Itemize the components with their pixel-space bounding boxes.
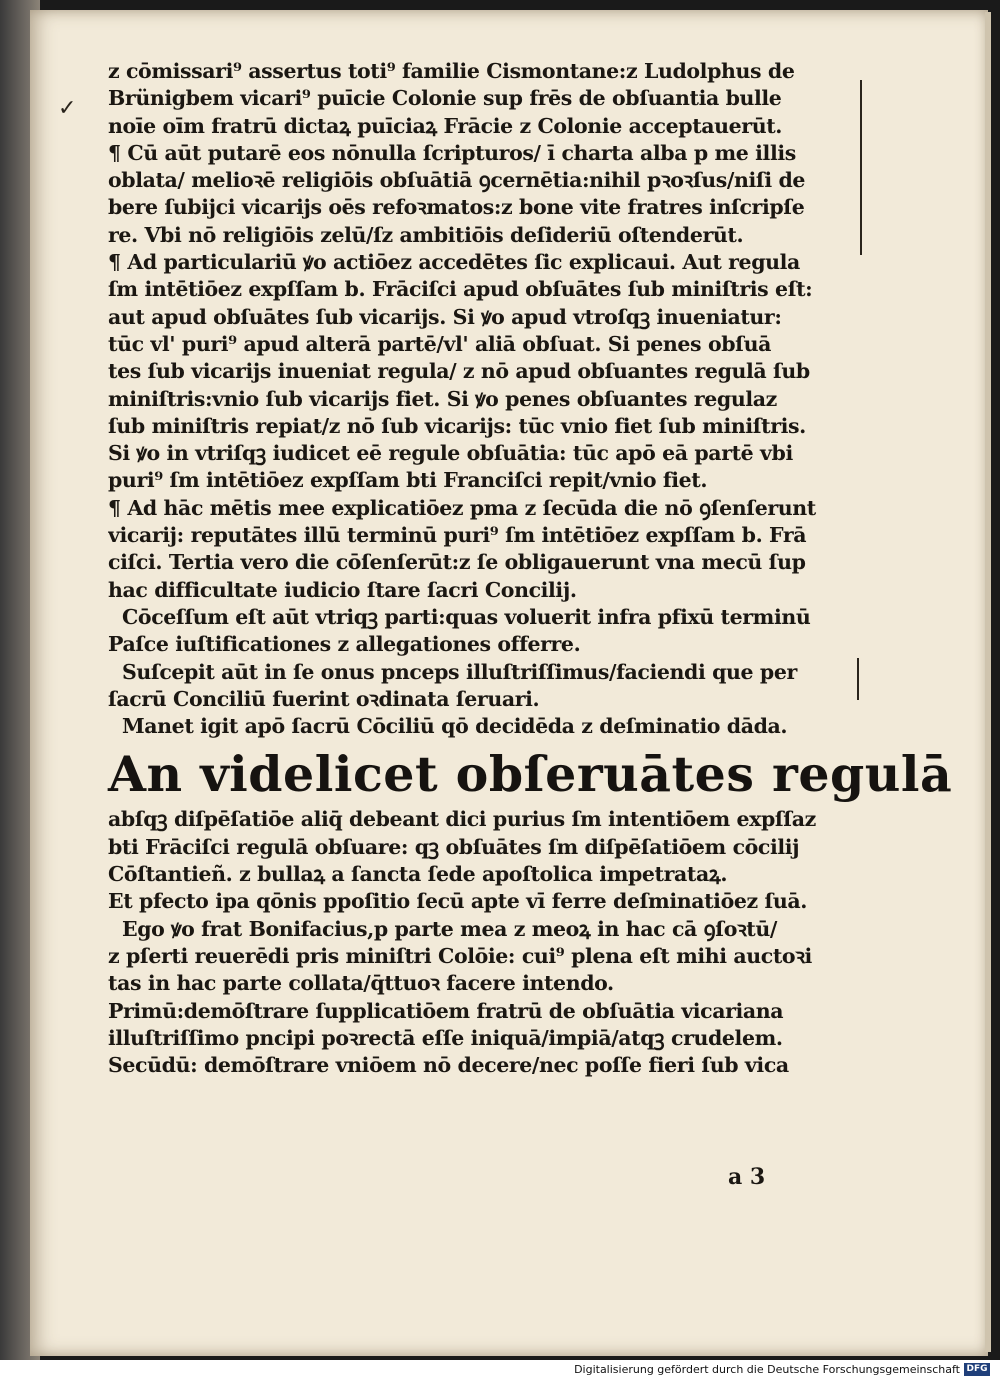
text-line: Cōceſſum eſt aūt vtriqꝫ parti:quas voluerit infra pfixū terminū	[122, 604, 811, 629]
text-line: Ego ꝟo frat Bonifacius,p parte mea z meoꝝ in hac cā ꝯſoꝛtū/	[122, 916, 777, 941]
text-line: tas in hac parte collata/q̄ttuoꝛ facere intendo.	[108, 971, 614, 996]
text-line: re. Vbi nō religiōis zelū/ſz ambitiōis deſideriū oſtenderūt.	[108, 222, 744, 247]
text-line: ciſci. Tertia vero die cōſenſerūt:z ſe obligauerunt vna mecū ſup	[108, 550, 806, 575]
margin-bar-upper	[860, 80, 862, 255]
text-line: noīe oīm fratrū dictaꝝ puīciaꝝ Frācie z Colonie acceptauerūt.	[108, 113, 783, 138]
margin-bar-lower	[857, 658, 859, 700]
paragraph-top	[108, 58, 846, 740]
text-line: tūc vl' puri⁹ apud alterā partē/vl' aliā obſuat. Si penes obſuā	[108, 331, 771, 356]
text-line: ſm intētiōez expſſam b. Frāciſci apud obſuātes ſub miniſtris eſt:	[108, 277, 813, 302]
text-line: ¶ Ad hāc mētis mee explicatiōez pma z ſecūda die nō ꝯſenſerunt	[108, 495, 816, 520]
text-block	[108, 58, 953, 1079]
text-line: tes ſub vicarijs inueniat regula/ z nō apud obſuantes regulā ſub	[108, 359, 810, 384]
text-line: Manet igit apō ſacrū Cōciliū qō decidēda z deſminatio dāda.	[122, 714, 788, 739]
text-line: hac difficultate iudicio ſtare ſacri Concilij.	[108, 577, 577, 602]
signature-mark: a 3	[728, 1164, 766, 1190]
text-line: ¶ Ad particulariū ꝟo actiōez accedētes ſic explicaui. Aut regula	[108, 250, 800, 275]
text-line: abſqꝫ diſpēſatiōe aliq̄ debeant dici purius ſm intentiōem expſſaz	[108, 807, 816, 832]
text-line: Suſcepit aūt in ſe onus pnceps illuſtriſſimus/faciendi que per	[122, 659, 797, 684]
paragraph-bottom	[108, 806, 846, 1079]
footer-credit: Digitalisierung gefördert durch die Deutsche Forschungsgemeinschaft	[574, 1363, 960, 1376]
text-line: ¶ Cū aūt putarē eos nōnulla ſcripturos/ ī charta alba p me illis	[108, 140, 796, 165]
text-line: Et pfecto ipa qōnis ppoſitio ſecū apte vī ferre deſminatiōez ſuā.	[108, 889, 808, 914]
text-line: bere ſubijci vicarijs oēs refoꝛmatos:z bone vite fratres inſcripſe	[108, 195, 805, 220]
text-line: Paſce iuſtificationes z allegationes offerre.	[108, 632, 581, 657]
text-line: oblata/ melioꝛē religiōis obſuātiā ꝯcernētia:nihil pꝛoꝛſus/niſi de	[108, 168, 806, 193]
text-line: Si ꝟo in vtriſqꝫ iudicet eē regule obſuātia: tūc apō eā partē vbi	[108, 441, 793, 466]
text-line: ſacrū Conciliū fuerint oꝛdinata ſeruari.	[108, 686, 540, 711]
text-line: bti Frāciſci regulā obſuare: qꝫ obſuātes ſm diſpēſatiōem cōcilij	[108, 834, 800, 859]
margin-tick-mark: ✓	[58, 96, 77, 121]
dfg-logo-icon: DFG	[964, 1363, 990, 1376]
text-line: illuſtriſſimo pncipi poꝛrectā eſſe iniquā/impiā/atqꝫ crudelem.	[108, 1025, 783, 1050]
text-line: Cōſtantieñ. z bullaꝝ a ſancta ſede apoſtolica impetrataꝝ.	[108, 862, 728, 887]
text-line: Primū:demōſtrare ſupplicatiōem fratrū de obſuātia vicariana	[108, 998, 784, 1023]
text-line: Brünigbem vicari⁹ puīcie Colonie sup frēs de obſuantia bulle	[108, 86, 782, 111]
text-line: z pſerti reuerēdi pris miniſtri Colōie: cui⁹ plena eſt mihi auctoꝛi	[108, 943, 812, 968]
text-line: vicarij: reputātes illū terminū puri⁹ ſm intētiōez expſſam b. Frā	[108, 523, 807, 548]
text-line: puri⁹ ſm intētiōez expſſam bti Franciſci repit/vnio fiet.	[108, 468, 708, 493]
book-right-edge	[985, 12, 991, 1352]
text-line: Secūdū: demōſtrare vniōem nō decere/nec poſſe fieri ſub vica	[108, 1053, 789, 1078]
text-line: miniſtris:vnio ſub vicarijs fiet. Si ꝟo penes obſuantes regulaz	[108, 386, 777, 411]
heading-question: An videlicet obſeruātes regulā	[108, 745, 953, 804]
text-line: ſub miniſtris repiat/z nō ſub vicarijs: tūc vnio fiet ſub miniſtris.	[108, 413, 806, 438]
text-line: z cōmissari⁹ assertus toti⁹ familie Cismontane:z Ludolphus de	[108, 59, 795, 83]
text-line: aut apud obſuātes ſub vicarijs. Si ꝟo apud vtroſqꝫ inueniatur:	[108, 304, 782, 329]
